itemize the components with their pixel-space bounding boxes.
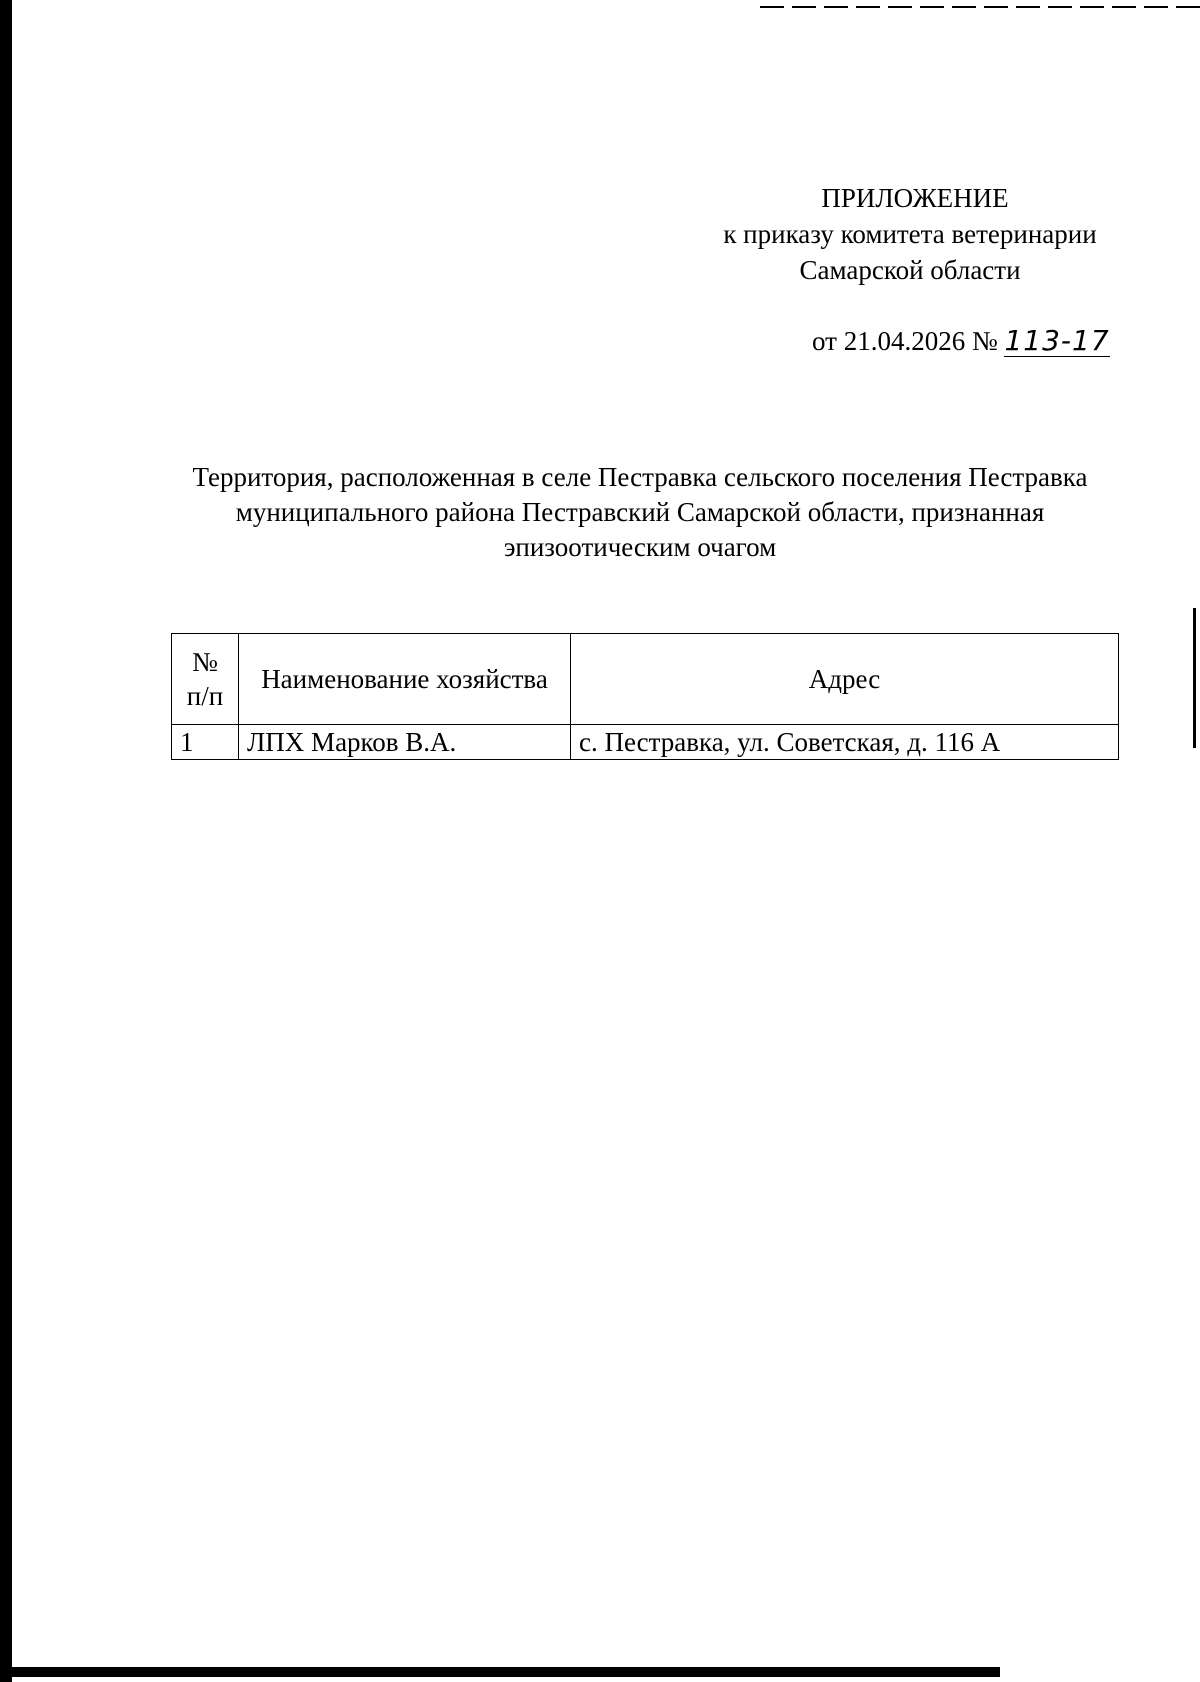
scan-edge-top: [760, 6, 1200, 8]
document-title: Территория, расположенная в селе Пестравка сельского поселения Пестравка муниципального района Пестравский Самарской области, признанная эпизоотическим очагом: [192, 462, 1088, 562]
header-num: [172, 634, 239, 725]
scan-edge-right: [1193, 608, 1196, 748]
appendix-line-1: к приказу комитета ветеринарии: [723, 219, 1097, 249]
scan-edge-bottom: [0, 1667, 1000, 1677]
cell-farm-name: ЛПХ Марков В.А.: [239, 725, 571, 760]
order-number-handwritten: 113-17: [1004, 324, 1110, 357]
cell-num: 1: [172, 725, 239, 760]
header-address: Адрес: [571, 634, 1119, 725]
farm-table: [171, 633, 1119, 760]
order-line: [812, 323, 1110, 359]
header-num-line1: №: [192, 647, 218, 677]
order-date-prefix: от 21.04.2026 №: [812, 326, 998, 356]
header-farm-name: Наименование хозяйства: [239, 634, 571, 725]
table-header-row: [172, 634, 1119, 725]
cell-address: с. Пестравка, ул. Советская, д. 116 А: [571, 725, 1119, 760]
appendix-block: [700, 180, 1120, 288]
appendix-title: ПРИЛОЖЕНИЕ: [821, 183, 1009, 213]
header-num-line2: п/п: [186, 681, 224, 711]
table-row: [172, 725, 1119, 760]
scan-edge-left: [0, 0, 12, 1682]
appendix-line-2: Самарской области: [799, 255, 1021, 285]
